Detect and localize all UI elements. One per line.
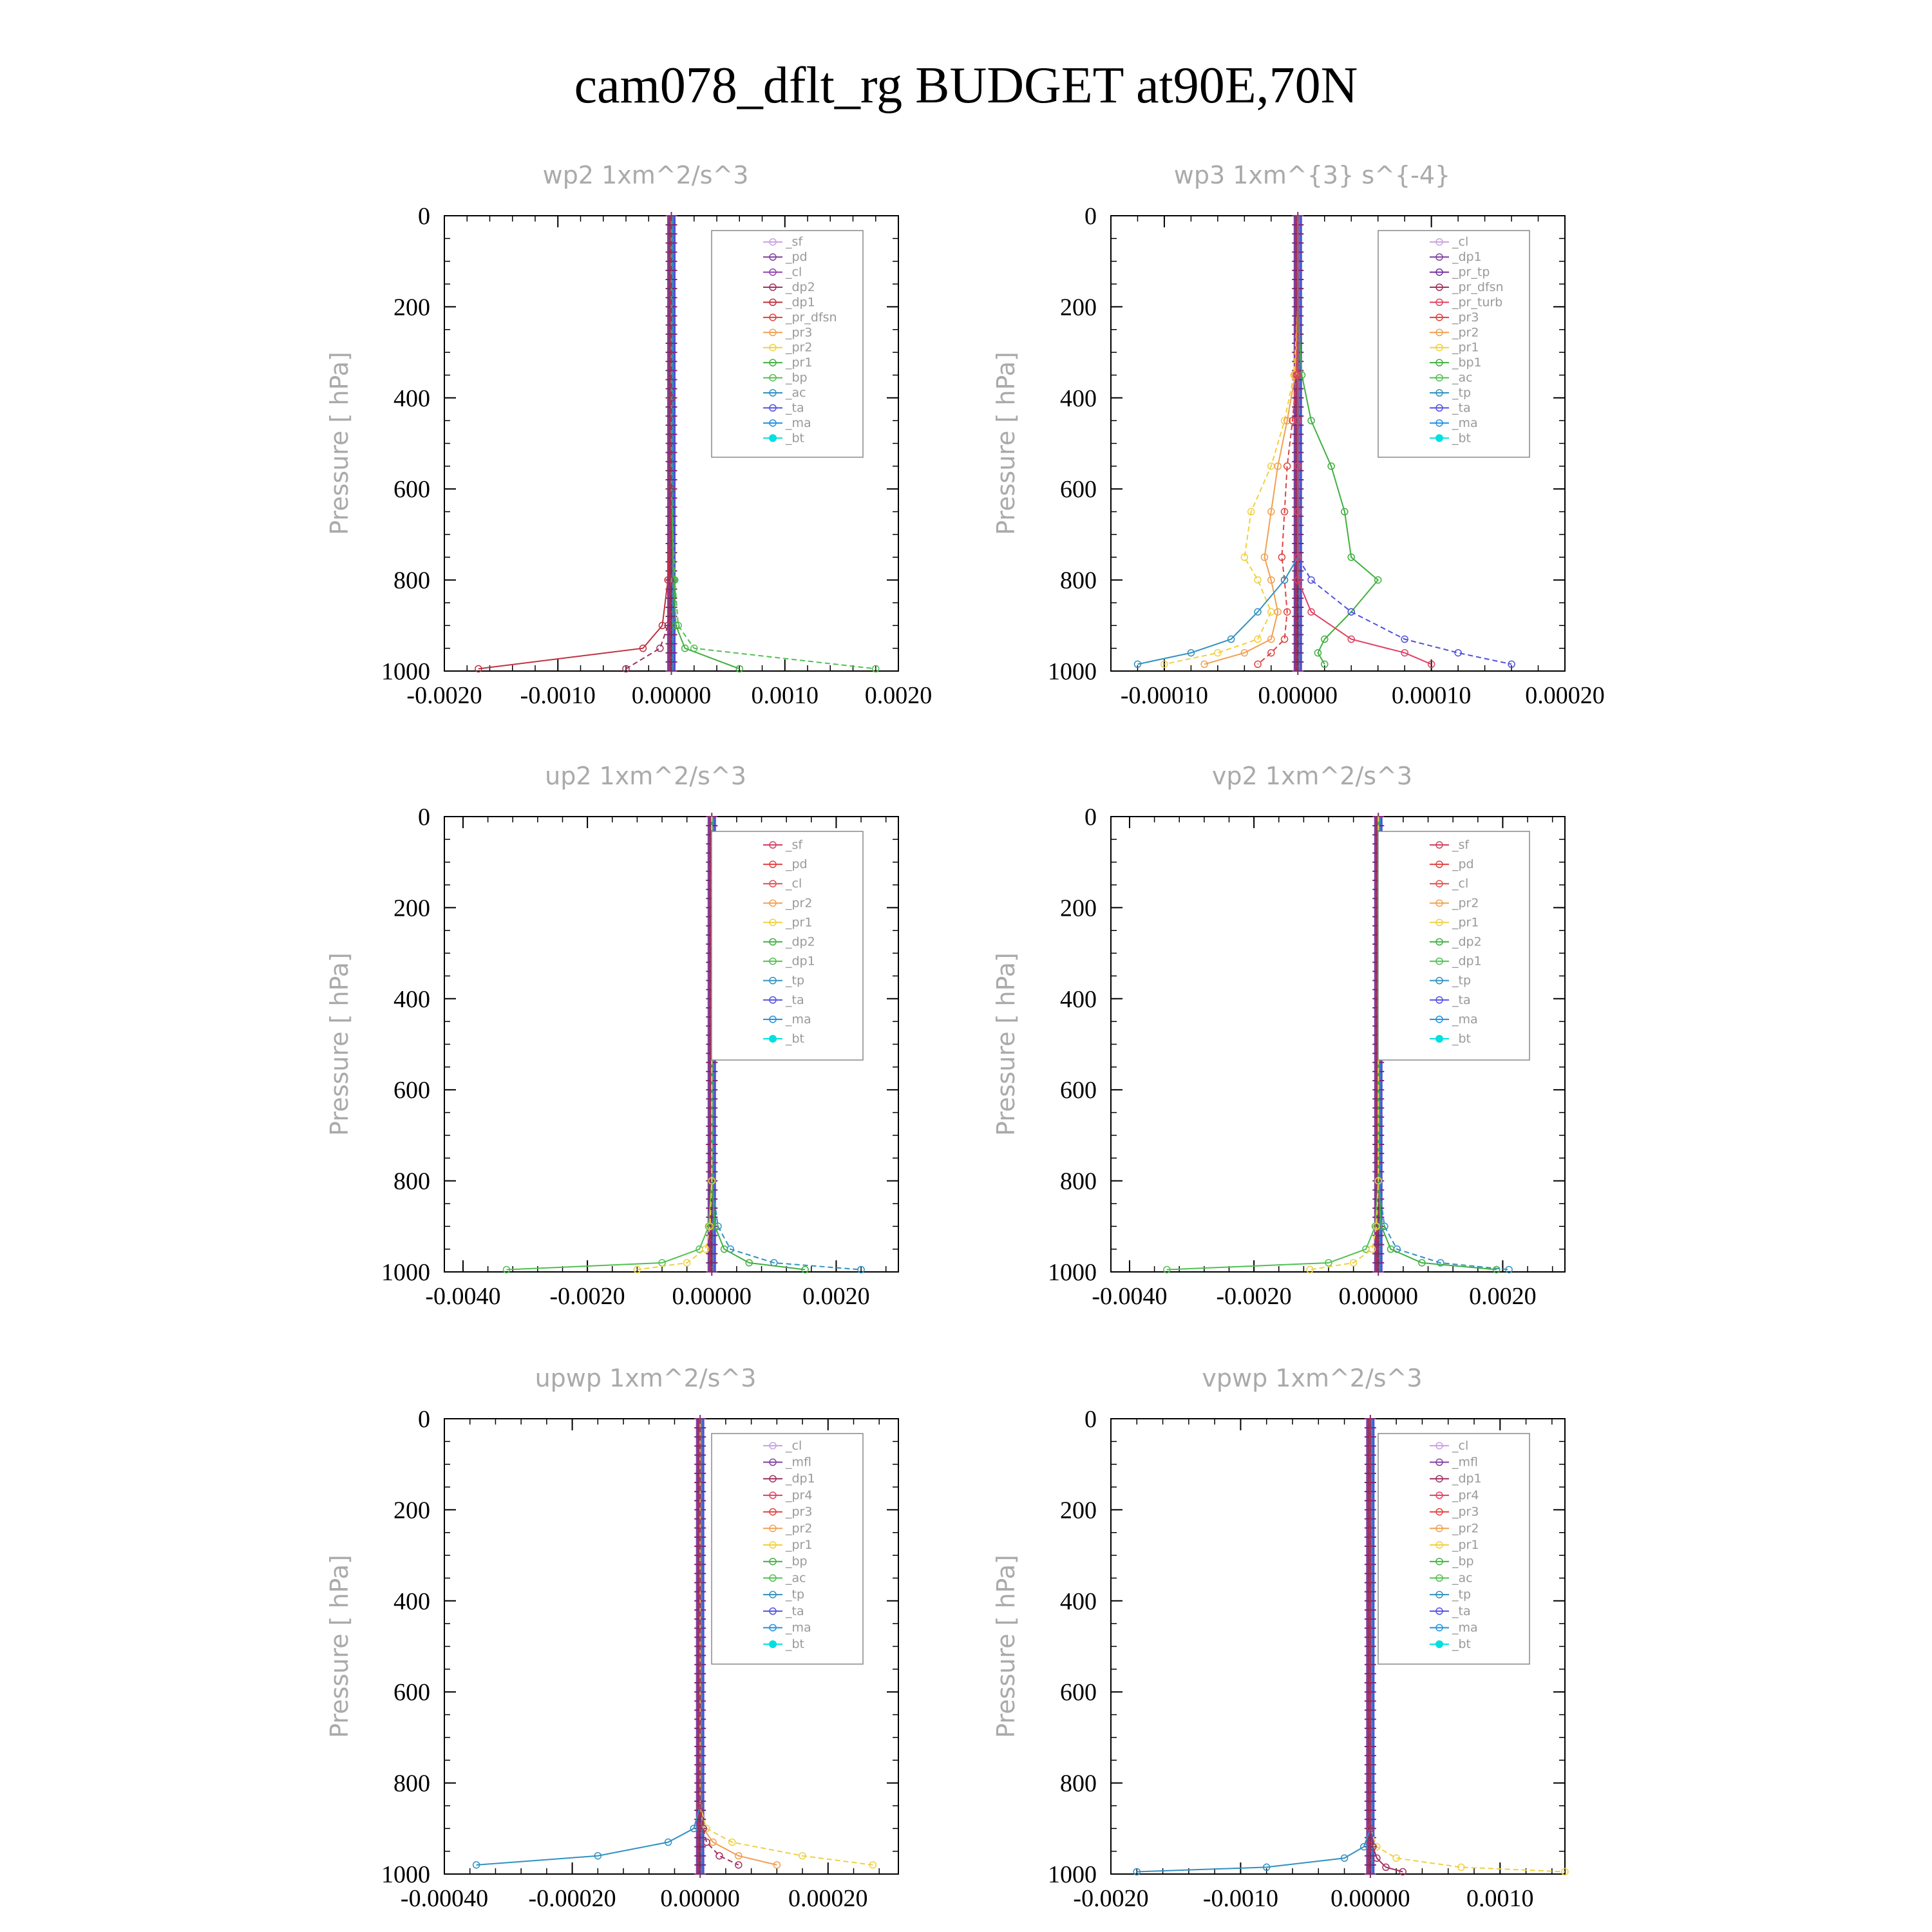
legend-label: _pr2	[786, 340, 813, 355]
x-tick-label: 0.0020	[802, 1283, 870, 1310]
legend-label: _tp	[1452, 386, 1472, 400]
legend	[712, 1434, 863, 1664]
y-tick-label: 1000	[381, 658, 430, 685]
x-tick-label: -0.0020	[1073, 1885, 1149, 1912]
y-tick-label: 600	[1060, 476, 1097, 504]
panel-title: upwp 1xm^2/s^3	[535, 1364, 757, 1392]
legend-marker	[769, 434, 777, 442]
x-tick-label: -0.0020	[1216, 1283, 1292, 1310]
series-line-pr3	[1258, 216, 1298, 664]
series-line-pr1	[1310, 817, 1378, 1270]
y-tick-label: 600	[1060, 1077, 1097, 1104]
legend-label: _ta	[786, 1604, 804, 1618]
y-tick-label: 400	[393, 1587, 430, 1615]
y-tick-label: 200	[1060, 895, 1097, 922]
y-tick-label: 600	[393, 476, 430, 504]
legend-label: _dp1	[1452, 954, 1482, 969]
y-tick-label: 0	[1084, 1406, 1097, 1433]
legend-label: _pr3	[1452, 1504, 1479, 1519]
legend-label: _sf	[1452, 838, 1470, 853]
legend-label: _dp1	[786, 295, 815, 310]
y-axis-label: Pressure [ hPa]	[992, 352, 1020, 535]
panel-title: up2 1xm^2/s^3	[545, 762, 746, 790]
legend-label: _pd	[1452, 857, 1474, 872]
legend-label: _dp2	[786, 934, 815, 949]
legend-label: _pr3	[786, 1504, 813, 1519]
y-tick-label: 200	[1060, 294, 1097, 321]
legend-label: _pr1	[786, 915, 813, 930]
panel-3	[992, 762, 1565, 1310]
panel-5	[992, 1364, 1568, 1912]
series-point	[1268, 609, 1274, 615]
legend-label: _pr1	[1452, 340, 1479, 355]
y-tick-label: 800	[393, 1168, 430, 1195]
y-axis-label: Pressure [ hPa]	[325, 1555, 354, 1738]
x-tick-label: -0.0020	[406, 682, 482, 709]
panel-1	[992, 161, 1605, 709]
legend	[712, 231, 863, 457]
legend-label: _pr4	[786, 1488, 813, 1502]
legend-label: _bp	[786, 1554, 808, 1569]
x-tick-label: 0.00000	[1338, 1283, 1419, 1310]
legend	[1378, 1434, 1530, 1664]
legend	[712, 831, 863, 1060]
legend-label: _bt	[786, 431, 805, 446]
legend-label: _ta	[1452, 1604, 1471, 1618]
x-tick-label: 0.00000	[660, 1885, 740, 1912]
series-line-dp1	[478, 216, 672, 669]
legend-label: _bt	[786, 1637, 805, 1652]
x-tick-label: -0.0010	[520, 682, 596, 709]
y-axis-label: Pressure [ hPa]	[992, 952, 1020, 1136]
legend-marker	[769, 1640, 777, 1648]
panel-4	[325, 1364, 898, 1912]
x-tick-label: 0.00020	[788, 1885, 868, 1912]
legend-label: _pr_dfsn	[786, 310, 837, 325]
y-tick-label: 600	[1060, 1679, 1097, 1707]
y-tick-label: 600	[393, 1077, 430, 1104]
x-tick-label: -0.00040	[400, 1885, 489, 1912]
x-tick-label: 0.0020	[1469, 1283, 1537, 1310]
legend-label: _pr1	[786, 355, 813, 370]
y-tick-label: 800	[1060, 1168, 1097, 1195]
y-tick-label: 400	[393, 384, 430, 412]
legend-label: _dp2	[786, 280, 815, 294]
x-tick-label: 0.00000	[1331, 1885, 1410, 1912]
y-tick-label: 400	[1060, 1587, 1097, 1615]
x-tick-label: -0.00020	[528, 1885, 616, 1912]
legend-label: _ac	[786, 1571, 806, 1586]
panel-2	[325, 762, 898, 1310]
x-tick-label: 0.00000	[1258, 682, 1338, 709]
legend-label: _ta	[1452, 992, 1471, 1007]
legend-label: _pr_dfsn	[1452, 280, 1504, 294]
legend-label: _ac	[1452, 1571, 1473, 1586]
y-tick-label: 1000	[381, 1259, 430, 1286]
y-tick-label: 1000	[1048, 658, 1097, 685]
legend-marker	[1435, 1035, 1443, 1043]
x-tick-label: -0.00010	[1120, 682, 1209, 709]
legend-label: _bt	[1452, 1031, 1472, 1046]
y-axis-label: Pressure [ hPa]	[325, 352, 354, 535]
y-tick-label: 200	[1060, 1497, 1097, 1524]
x-tick-label: -0.0020	[549, 1283, 625, 1310]
legend-label: _mfl	[786, 1455, 811, 1470]
y-tick-label: 800	[1060, 567, 1097, 594]
series-point	[1255, 636, 1261, 643]
panel-title: wp3 1xm^{3} s^{-4}	[1173, 161, 1451, 189]
legend-label: _tp	[786, 1587, 805, 1602]
legend-label: _dp1	[1452, 1472, 1482, 1486]
legend-label: _pr1	[1452, 915, 1479, 930]
legend-label: _bt	[1452, 431, 1472, 446]
legend-label: _ma	[1452, 1012, 1478, 1027]
y-tick-label: 0	[1084, 804, 1097, 831]
series-line-tp	[1137, 1419, 1370, 1872]
series-line-bp1	[1298, 216, 1378, 664]
legend-label: _dp1	[786, 954, 815, 969]
y-tick-label: 0	[418, 1406, 430, 1433]
y-tick-label: 1000	[381, 1861, 430, 1888]
series-line-tp	[477, 1419, 701, 1865]
legend-label: _bp1	[1452, 355, 1482, 370]
series-point	[716, 1853, 723, 1859]
y-tick-label: 800	[393, 1770, 430, 1797]
x-tick-label: 0.00000	[631, 682, 712, 709]
series-point	[1255, 577, 1261, 583]
y-tick-label: 1000	[1048, 1861, 1097, 1888]
x-tick-label: 0.00000	[672, 1283, 752, 1310]
legend-label: _sf	[786, 234, 803, 249]
series-line-tp	[1138, 216, 1298, 664]
series-point	[1255, 661, 1261, 667]
legend-label: _ma	[786, 1620, 811, 1635]
legend	[1378, 231, 1530, 457]
series-point	[657, 645, 663, 652]
legend-label: _cl	[1452, 234, 1469, 249]
legend-label: _pr2	[786, 896, 813, 911]
x-tick-label: 0.00010	[1391, 682, 1472, 709]
legend-label: _ma	[1452, 1620, 1478, 1635]
legend-label: _cl	[786, 1438, 802, 1453]
legend-label: _bp	[1452, 1554, 1474, 1569]
legend-label: _cl	[1452, 876, 1469, 891]
y-tick-label: 0	[1084, 203, 1097, 230]
panel-title: vpwp 1xm^2/s^3	[1202, 1364, 1423, 1392]
x-tick-label: -0.0010	[1202, 1885, 1279, 1912]
legend-marker	[769, 1035, 777, 1043]
legend-label: _ma	[1452, 415, 1478, 430]
series-line-dp1	[1167, 817, 1378, 1270]
legend-label: _pd	[786, 250, 808, 265]
legend-label: _ma	[786, 1012, 811, 1027]
legend-label: _pr_tp	[1452, 265, 1490, 279]
y-axis-label: Pressure [ hPa]	[325, 952, 354, 1136]
y-tick-label: 200	[393, 1497, 430, 1524]
series-point	[1308, 577, 1314, 583]
legend-label: _dp2	[1452, 934, 1482, 949]
legend-label: _ma	[786, 415, 811, 430]
y-tick-label: 200	[393, 895, 430, 922]
series-line-dp1	[507, 817, 712, 1270]
legend-label: _pr2	[786, 1521, 813, 1536]
legend-label: _ac	[1452, 370, 1473, 385]
legend-label: _cl	[786, 265, 802, 279]
y-tick-label: 600	[393, 1679, 430, 1707]
panel-title: wp2 1xm^2/s^3	[542, 161, 749, 189]
legend-label: _dp1	[786, 1472, 815, 1486]
legend-label: _pr1	[1452, 1538, 1479, 1552]
legend-label: _dp1	[1452, 250, 1482, 265]
legend-label: _ac	[786, 386, 806, 400]
legend-label: _tp	[1452, 1587, 1472, 1602]
legend-label: _sf	[786, 838, 803, 853]
series-point	[1215, 650, 1221, 656]
series-line-pr2	[1204, 216, 1298, 664]
legend-label: _cl	[1452, 1438, 1469, 1453]
legend-label: _tp	[786, 973, 805, 988]
panel-0	[325, 161, 932, 709]
x-tick-label: 0.0010	[1466, 1885, 1534, 1912]
legend-label: _bt	[786, 1031, 805, 1046]
legend-label: _pr2	[1452, 896, 1479, 911]
x-tick-label: 0.0010	[751, 682, 819, 709]
y-axis-label: Pressure [ hPa]	[992, 1555, 1020, 1738]
legend-label: _pr2	[1452, 1521, 1479, 1536]
series-line-pr1	[637, 817, 712, 1270]
x-tick-label: -0.0040	[425, 1283, 501, 1310]
y-tick-label: 1000	[1048, 1259, 1097, 1286]
legend-label: _pr3	[786, 325, 813, 340]
y-tick-label: 200	[393, 294, 430, 321]
figure-title: cam078_dflt_rg BUDGET at90E,70N	[574, 57, 1358, 114]
y-tick-label: 800	[1060, 1770, 1097, 1797]
legend-label: _bt	[1452, 1637, 1472, 1652]
legend-label: _ta	[786, 401, 804, 415]
y-tick-label: 800	[393, 567, 430, 594]
legend-label: _ta	[1452, 401, 1471, 415]
panel-title: vp2 1xm^2/s^3	[1211, 762, 1413, 790]
y-tick-label: 400	[1060, 384, 1097, 412]
x-tick-label: 0.00020	[1525, 682, 1605, 709]
y-tick-label: 400	[1060, 985, 1097, 1013]
legend-label: _tp	[1452, 973, 1472, 988]
legend-label: _pr_turb	[1452, 295, 1503, 310]
legend-label: _bp	[786, 370, 808, 385]
series-line-pr1	[1164, 216, 1298, 664]
legend-label: _cl	[786, 876, 802, 891]
legend-label: _pr4	[1452, 1488, 1479, 1502]
y-tick-label: 0	[418, 203, 430, 230]
legend-label: _pr2	[1452, 325, 1479, 340]
x-tick-label: 0.0020	[864, 682, 933, 709]
series-point	[1268, 650, 1274, 656]
y-tick-label: 400	[393, 985, 430, 1013]
legend-label: _ta	[786, 992, 804, 1007]
x-tick-label: -0.0040	[1092, 1283, 1168, 1310]
legend-label: _pd	[786, 857, 808, 872]
legend-marker	[1435, 1640, 1443, 1648]
series-line-dp2	[626, 216, 672, 669]
legend-label: _pr3	[1452, 310, 1479, 325]
legend-label: _mfl	[1452, 1455, 1478, 1470]
legend-label: _pr1	[786, 1538, 813, 1552]
legend-marker	[1435, 434, 1443, 442]
y-tick-label: 0	[418, 804, 430, 831]
legend	[1378, 831, 1530, 1060]
